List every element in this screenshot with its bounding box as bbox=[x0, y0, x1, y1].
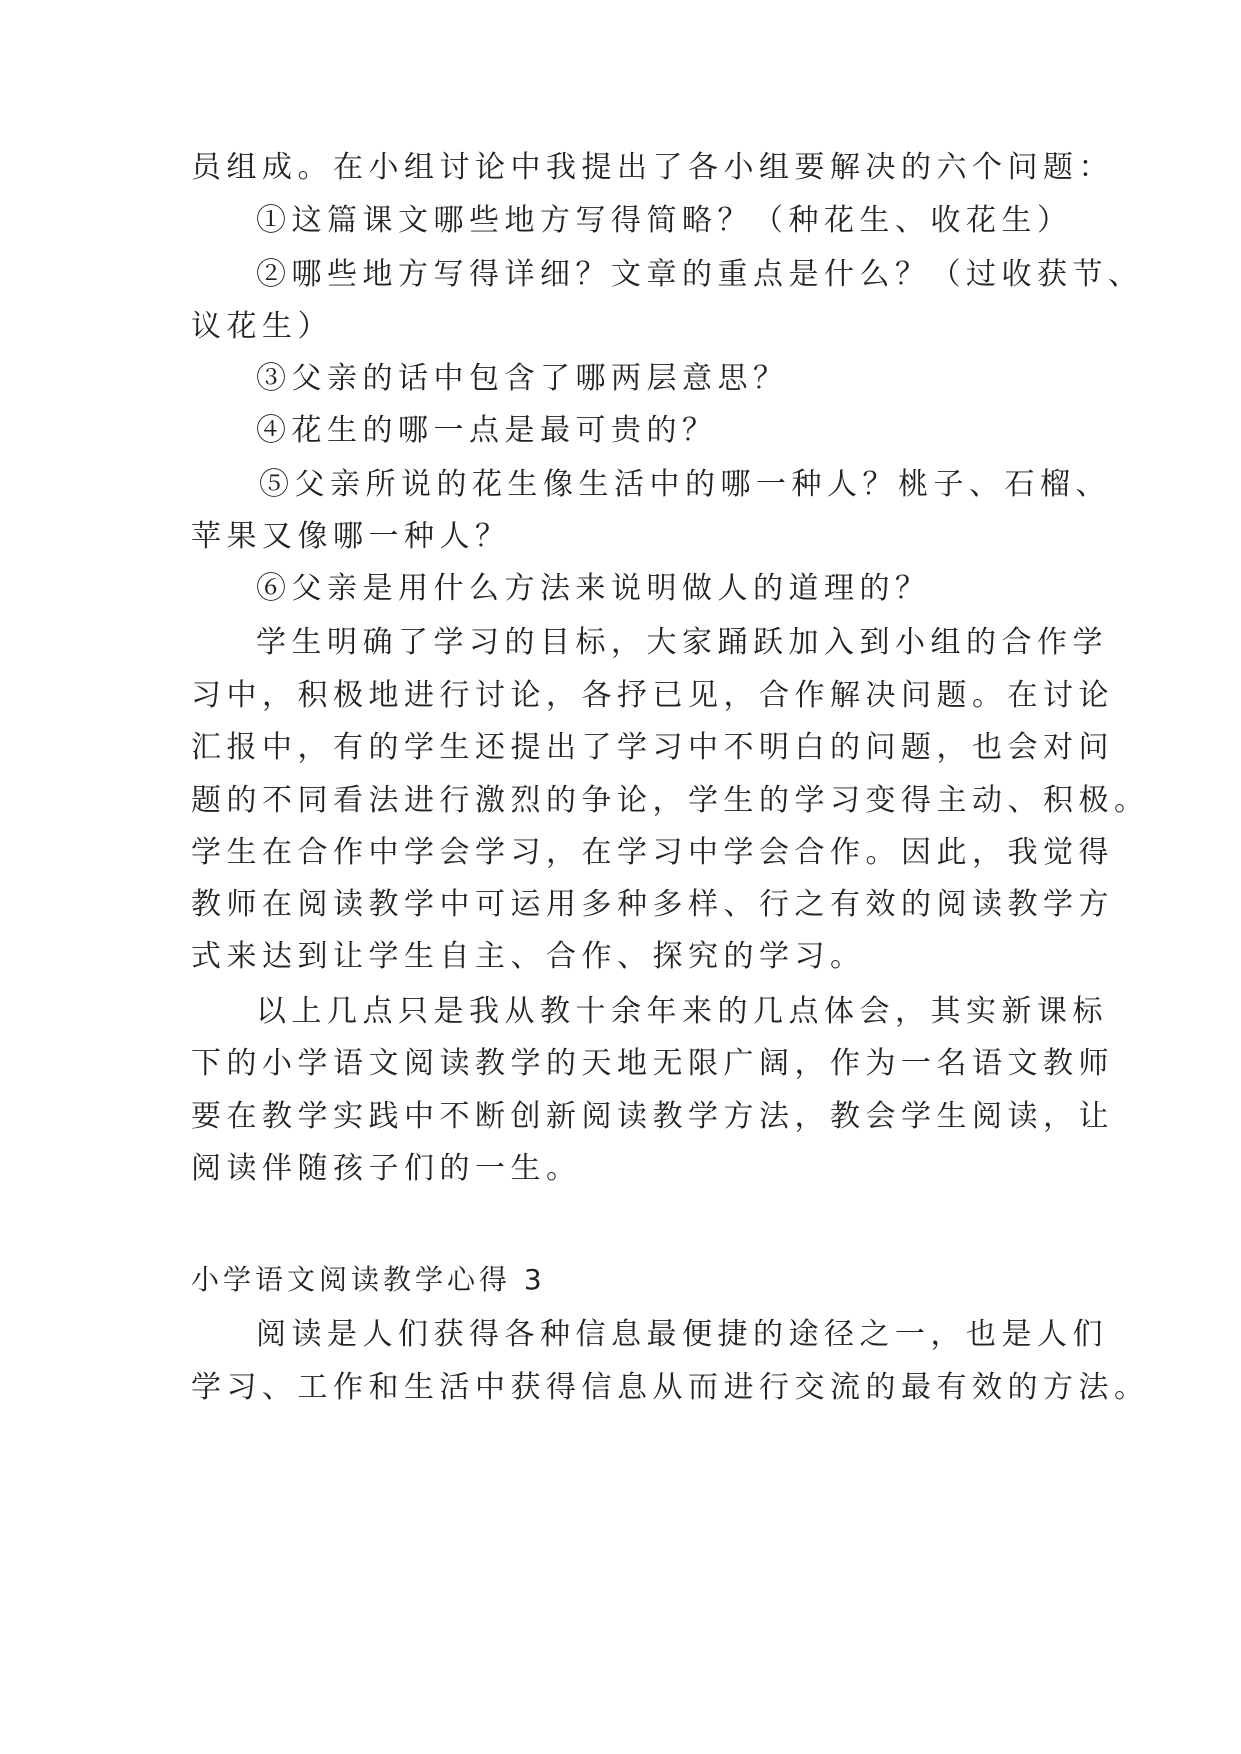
paragraph-line: 题的不同看法进行激烈的争论，学生的学习变得主动、积极。 bbox=[191, 783, 1150, 818]
paragraph-line: 下的小学语文阅读教学的天地无限广阔，作为一名语文教师 bbox=[191, 1046, 1114, 1081]
paragraph-line: 式来达到让学生自主、合作、探究的学习。 bbox=[191, 939, 866, 974]
paragraph-line: 习中，积极地进行讨论，各抒已见，合作解决问题。在讨论 bbox=[191, 678, 1114, 713]
question-5-line-1: ⑤父亲所说的花生像生活中的哪一种人？桃子、石榴、 bbox=[259, 467, 1111, 502]
question-2-line-2: 议花生） bbox=[191, 309, 333, 344]
question-3: ③父亲的话中包含了哪两层意思？ bbox=[256, 361, 789, 396]
question-4: ④花生的哪一点是最可贵的？ bbox=[256, 413, 718, 448]
paragraph-line: 学生明确了学习的目标，大家踊跃加入到小组的合作学 bbox=[256, 625, 1108, 660]
paragraph-line: 教师在阅读教学中可运用多种多样、行之有效的阅读教学方 bbox=[191, 887, 1114, 922]
paragraph-line: 学生在合作中学会学习，在学习中学会合作。因此，我觉得 bbox=[191, 835, 1114, 870]
question-5-line-2: 苹果又像哪一种人？ bbox=[191, 519, 511, 554]
paragraph-line: 汇报中，有的学生还提出了学习中不明白的问题，也会对问 bbox=[191, 730, 1114, 765]
paragraph-line: 以上几点只是我从教十余年来的几点体会，其实新课标 bbox=[256, 994, 1108, 1029]
question-2-line-1: ②哪些地方写得详细？文章的重点是什么？（过收获节、 bbox=[256, 257, 1144, 292]
paragraph-line: 要在教学实践中不断创新阅读教学方法，教会学生阅读，让 bbox=[191, 1099, 1114, 1134]
paragraph-line: 阅读是人们获得各种信息最便捷的途径之一，也是人们 bbox=[256, 1317, 1108, 1352]
paragraph-line: 员组成。在小组讨论中我提出了各小组要解决的六个问题： bbox=[191, 150, 1114, 185]
question-6: ⑥父亲是用什么方法来说明做人的道理的？ bbox=[256, 571, 931, 606]
section-heading: 小学语文阅读教学心得 3 bbox=[191, 1263, 546, 1296]
paragraph-line: 学习、工作和生活中获得信息从而进行交流的最有效的方法。 bbox=[191, 1370, 1150, 1405]
question-1: ①这篇课文哪些地方写得简略？（种花生、收花生） bbox=[256, 203, 1073, 238]
paragraph-line: 阅读伴随孩子们的一生。 bbox=[191, 1151, 582, 1186]
